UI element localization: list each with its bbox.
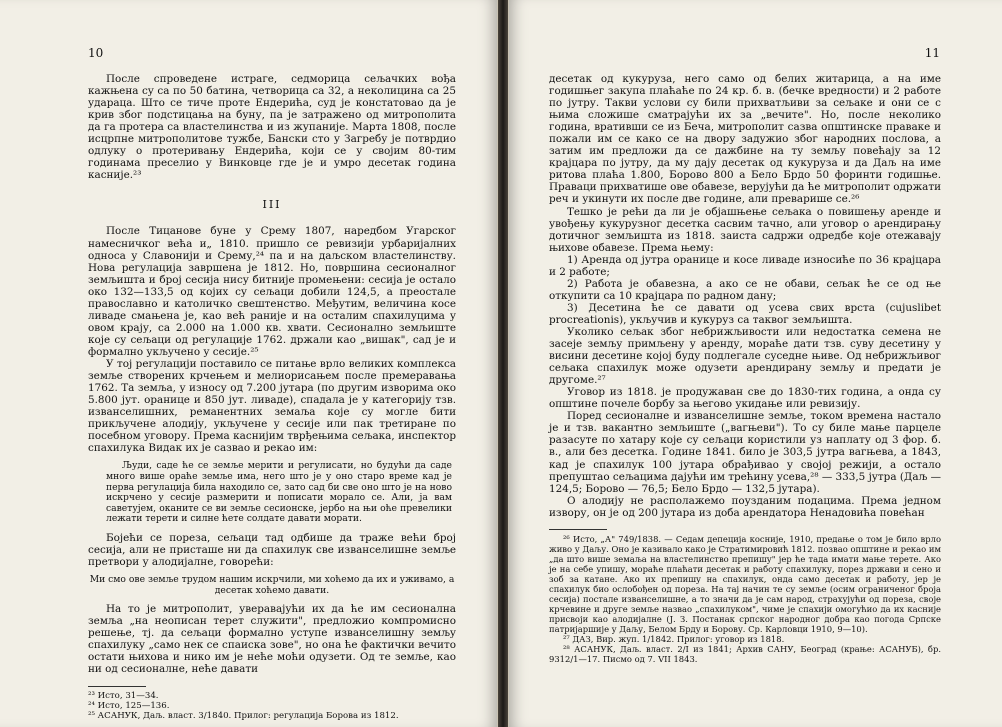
- section-heading: III: [262, 198, 282, 212]
- list-item: 2) Работа је обавезна, а ако се не обави, сељак ће се од ње откупити са 10 крајцара по радном дану;: [549, 277, 941, 302]
- book-gutter: [498, 0, 508, 727]
- footnote-rule: [549, 529, 607, 530]
- footnote: ²³ Исто, 31—34.: [88, 690, 159, 701]
- paragraph: После Тицанове буне у Срему 1807, наредбом Угарског намесничког већа и„ 1810. пришло се ревизији урбаријалних односа у Славонији и Срему,²⁴ па и на даљском властелинству. Нова регулација завршена је 1812. Но, површина сесионалног земљишта и број сесија нису битније промењени: сесија је остало око 132—133,5 од којих су сељаци добили 124,5, а преостале православно и католичко свештенство. Међутим, величина косе ливаде смањена је, као већ раније и на осталим спахилуцима у овом крају, са 2.000 на 1.000 кв. хвати. Сесионално земљиште које су сељаци од регулације 1762. држали као „вишак", сад је и формално укључено у сесије.²⁵: [88, 225, 456, 358]
- right-text-block: [549, 73, 941, 664]
- paragraph: У тој регулацији поставило се питање врло великих комплекса земље створених крчењем и мелиорисањем после премеравања 1762. Та земља, у износу од 7.200 јутара (по другим изворима око 5.800 јут. оранице и 850 јут. ливаде), спадала је у категорију тзв. изванселишних, ремaнентних земаља које су могле бити прикључене алодију, укључене у сесије или пак третиране по посебном уговору. Према касниjим тврђењима сељака, инспектор спахилука Видак их је сазвао и рекао им:: [88, 357, 456, 455]
- footnote: ²⁸ АСАНУК, Даљ. власт. 2/I из 1841; Архив САНУ, Београд (крање: АСАНУБ), бр. 9312/1—17. Писмо од 7. VII 1843.: [549, 643, 941, 664]
- right-page: [508, 0, 1002, 727]
- page-number: 11: [924, 46, 940, 60]
- paragraph: Поред сесионалне и изванселишне земље, током времена настало је и тзв. вакантно земљиште („вагњеви"). То су биле мање парцеле разасуте по хатару које су сељаци користили уз наплату од 3 фор. б. в., али без десетка. Године 1841. било је 303,5 јутра вагњева, а 1843, кад је спахилук 100 јутара обрађивао у својој режији, а остало препуштао сељацима дајући им трећину усева,²⁸ — 333,5 јутра (Даљ — 124,5; Борово — 76,5; Бело Брдо — 132,5 јутара).: [549, 410, 941, 495]
- paragraph: десетак од кукуруза, него само од белих житарица, а на име годишњег закупа плаћаће по 24 кр. б. в. (бечке вредности) и 2 работе по јутру. Такви услови су били прихватљиви за сељаке и они се с њима сложише сматрајући их за „вечите". Но, после неколико година, вративши се из Беча, митрополит сазва општинске праваке и пожали им се како се на двору задужио због народних послова, а затим им предложи да се дажбине на ту земљу повећају за 12 крајцара по јутру, да му дају десетак од кукуруза и да Даљ на име ритова плаћа 1.800, Борово 800 а Бело Брдо 50 форинти годишње. Праваци прихватише ове обавезе, верујући да ће митрополит одржати реч и укинути их после две године, али преварише се.²⁶: [549, 73, 941, 206]
- footnote: ²⁴ Исто, 125—136.: [88, 700, 170, 711]
- footnote: ²⁶ Исто, „А" 749/1838. — Седам депеција косније, 1910, предање о том је било врло живо у Даљу. Оно је казивало како је Стратимировић 1812. позвао општине и рекао им „да што више земаља на властелинство препишу" јер ће тада имати мање терете. Ако је на себе упишу, мораће плаћати десетак и работу спахилуку, порез држави и сено и зоб за катане. Ако их препишу на спахилук, онда само десетак и работу, јер је спахилук био ослобођен од пореза. На тај начин те су земље (осим ограниченог броја сесија) постале изванселишне, а то значи да је сам народ, страхујући од пореза, своје крчевине и друге земље назвао „спахилуком", чиме је спахији омогућио да их касније присвоји као алодијалне (Ј. З. Постанак српског народног добра као погодa Српске патријаршије у Даљу, Белом Брду и Борову. Ср. Карловци 1910, 9—10).: [549, 533, 941, 634]
- paragraph: Бојећи се пореза, сељаци тад одбише да траже већи број сесија, али не присташе ни да спахилук све изванселишне земље претвори у алодијалне, говорећи:: [88, 531, 456, 569]
- footnote: ²⁵ АСАНУК, Даљ. власт. 3/1840. Прилог: регулација Борова из 1812.: [88, 710, 399, 721]
- list-item: 3) Десетина ће се давати од усева свих врста (cujuslibet procreationis), укључив и кукуруз са таквог земљишта.: [549, 301, 941, 326]
- paragraph: Уколико сељак због небрижљивости или недостатка семена не засеје земљу примљену у аренду, мораће дати тзв. суву десетину у висини десетине којој буду подлегале суседне њиве. Од небрижљивог сељака спахилук може одузети арендирану земљу и предати је другоме.²⁷: [549, 325, 941, 387]
- paragraph: На то је митрополит, уверавајући их да ће им сесионална земља „на неописан терет служити", предложио компромисно решење, тј. да сељаци формално уступе изванселишну земљу спахилуку „само нек се спаиска зове", но она ће фактички вечито остати њихова и нико им је неће моћи одузети. Од те земље, као ни од сесионалне, нећe давати: [88, 603, 456, 676]
- block-quote: Ми смо ове земље трудом нашим искрчили, ми хоћемо да их и уживамо, а десетак хоћемо давати.: [89, 574, 455, 596]
- left-page: [0, 0, 498, 727]
- paragraph: Тешко је рећи да ли је објашњење сељака о повишењу аренде и увођењу кукурузног десетка сасвим тачно, али уговор о арендирању дотичног земљишта из 1818. заиста садржи одредбе које отежавају њихове обавезе. Према њему:: [549, 205, 941, 254]
- block-quote: Људи, саде ће се земље мерити и регулисати, но будући да саде много више ораће земље има, него што је у оно старо време кад је перва регулација била находило се, зато сад би све оно што је на ново искрчено у сесије размерити и пописати морало се. Али, ја вам саветујем, оканите се ви земље сесионске, јербо на њи оће превелики лежати терети и силне ћете солдате давати морати.: [106, 460, 452, 525]
- footnote-rule: [88, 686, 146, 687]
- paragraph: Уговор из 1818. је продужаван све до 1830-тих година, а онда су општине почеле борбу за његово укидање или ревизију.: [549, 386, 941, 411]
- conditions-list: [549, 254, 941, 326]
- list-item: 1) Аренда од јутра оранице и косе ливаде износиће по 36 крајцара и 2 работе;: [549, 253, 941, 278]
- page-number: 10: [88, 46, 104, 60]
- paragraph: О алодију не располажемо поузданим подацима. Према једном извору, он је од 200 јутара из доба арендатора Ненадовића повећан: [549, 494, 941, 519]
- footnote: ²⁷ ДАЗ, Вир. жуп. 1/1842. Прилог: уговор из 1818.: [563, 633, 785, 644]
- paragraph: После спроведене истраге, седморица сељачких вођа кажњена су са по 50 батина, четворица са 32, а неколицина са 25 удараца. Што се тиче проте Ендерића, суд је констатовао да је крив због подстицања на буну, па је затражено од митрополита да га протера са властелинства и из жупаније. Марта 1808, после исцрпне митрополитове тужбе, Бански сто у Загребу је потврдио одлуку о протеривању Ендерића, који се у својим 80-тим годинама преселио у Винковце где је и умро десетак година касније.²³: [88, 73, 456, 182]
- left-text-block: [88, 73, 456, 721]
